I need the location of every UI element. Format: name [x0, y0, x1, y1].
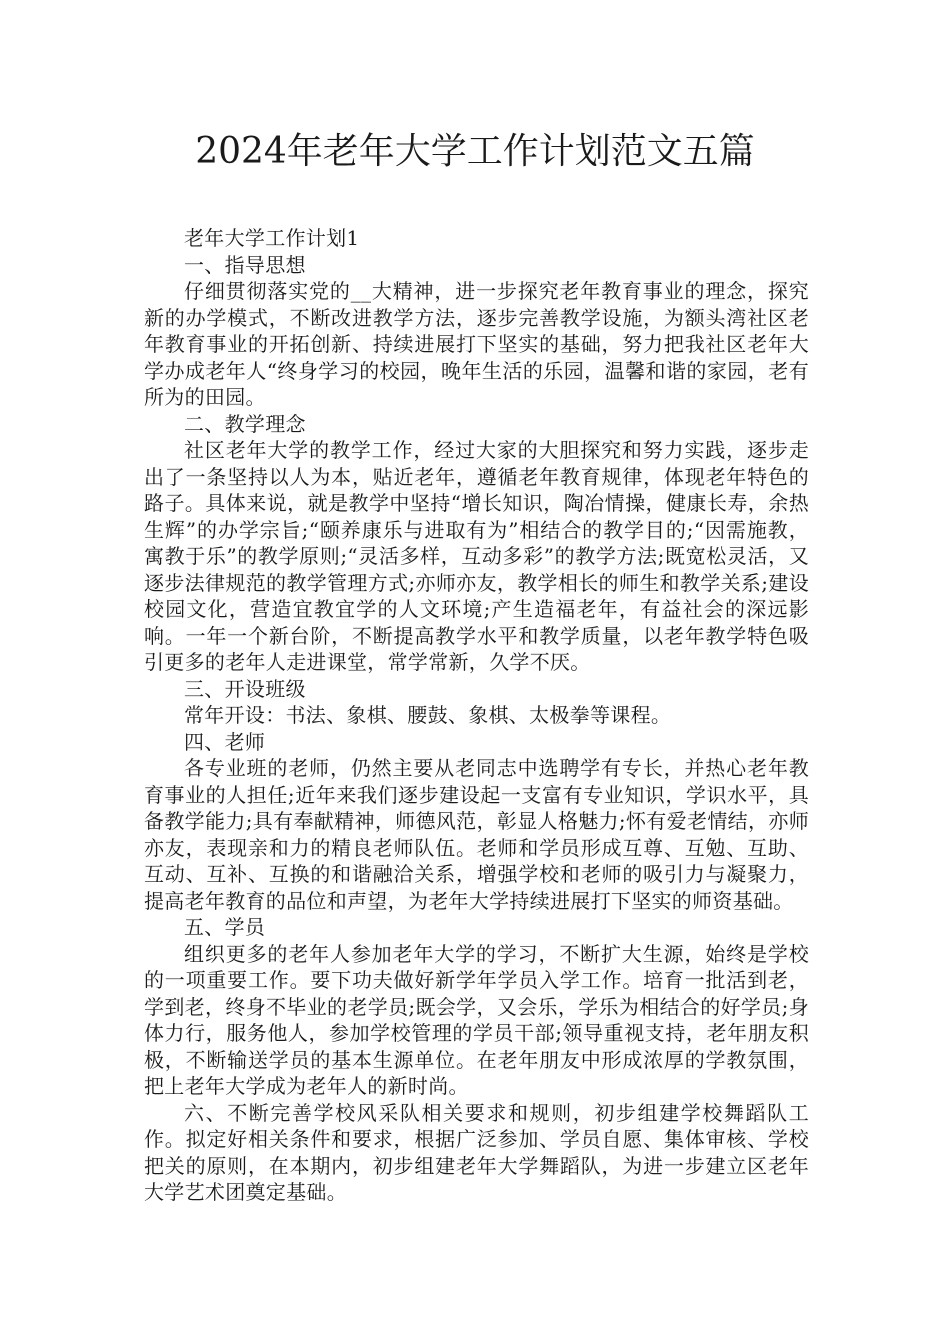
section-heading-students: 五、学员 — [184, 915, 266, 939]
document-title: 2024年老年大学工作计划范文五篇 — [195, 131, 755, 172]
section-heading-teachers: 四、老师 — [184, 729, 266, 754]
paragraph-dance-team: 六、不断完善学校风采队相关要求和规则，初步组建学校舞蹈队工作。拟定好相关条件和要求，根据广泛参加、学员自愿、集体审核、学校把关的原则，在本期内，初步组建老年大学舞蹈队，为进一步建立区老年大学艺术团奠定基础。 — [144, 1100, 809, 1204]
paragraph-classes: 常年开设：书法、象棋、腰鼓、象棋、太极拳等课程。 — [184, 703, 672, 727]
section-heading-guiding-ideology: 一、指导思想 — [184, 252, 306, 277]
section-heading-classes: 三、开设班级 — [184, 676, 306, 701]
paragraph-teachers: 各专业班的老师，仍然主要从老同志中选聘学有专长，并热心老年教育事业的人担任;近年来我们逐步建设起一支富有专业知识，学识水平，具备教学能力;具有奉献精神，师德风范，彰显人格魅力;怀有爱老情结，亦师亦友，表现亲和力的精良老师队伍。老师和学员形成互尊、互勉、互助、互动、互补、互换的和谐融洽关系，增强学校和老师的吸引力与凝聚力，提高老年教育的品位和声望，为老年大学持续进展打下坚实的师资基础。 — [144, 756, 809, 913]
paragraph-guiding-ideology: 仔细贯彻落实党的__大精神，进一步探究老年教育事业的理念，探究新的办学模式，不断改进教学方法，逐步完善教学设施，为额头湾社区老年教育事业的开拓创新、持续进展打下坚实的基础，努力把我社区老年大学办成老年人“终身学习的校园，晚年生活的乐园，温馨和谐的家园，老有所为的田园。 — [144, 279, 809, 409]
paragraph-students: 组织更多的老年人参加老年大学的学习，不断扩大生源，始终是学校的一项重要工作。要下功夫做好新学年学员入学工作。培育一批活到老，学到老，终身不毕业的老学员;既会学，又会乐，学乐为相结合的好学员;身体力行，服务他人，参加学校管理的学员干部;领导重视支持，老年朋友积极，不断输送学员的基本生源单位。在老年朋友中形成浓厚的学教氛围，把上老年大学成为老年人的新时尚。 — [144, 941, 809, 1098]
document-body — [144, 225, 809, 1206]
paragraph-teaching-philosophy: 社区老年大学的教学工作，经过大家的大胆探究和努力实践，逐步走出了一条坚持以人为本，贴近老年，遵循老年教育规律，体现老年特色的路子。具体来说，就是教学中坚持“增长知识，陶冶情操，健康长寿，余热生辉”的办学宗旨;“颐养康乐与进取有为”相结合的教学目的;“因需施教，寓教于乐”的教学原则;“灵活多样，互动多彩”的教学方法;既宽松灵活，又逐步法律规范的教学管理方式;亦师亦友，教学相长的师生和教学关系;建设校园文化，营造宜教宜学的人文环境;产生造福老年，有益社会的深远影响。一年一个新台阶，不断提高教学水平和教学质量，以老年教学特色吸引更多的老年人走进课堂，常学常新，久学不厌。 — [144, 438, 809, 674]
section-heading-teaching-philosophy: 二、教学理念 — [184, 411, 306, 436]
plan-subtitle: 老年大学工作计划1 — [184, 226, 360, 250]
